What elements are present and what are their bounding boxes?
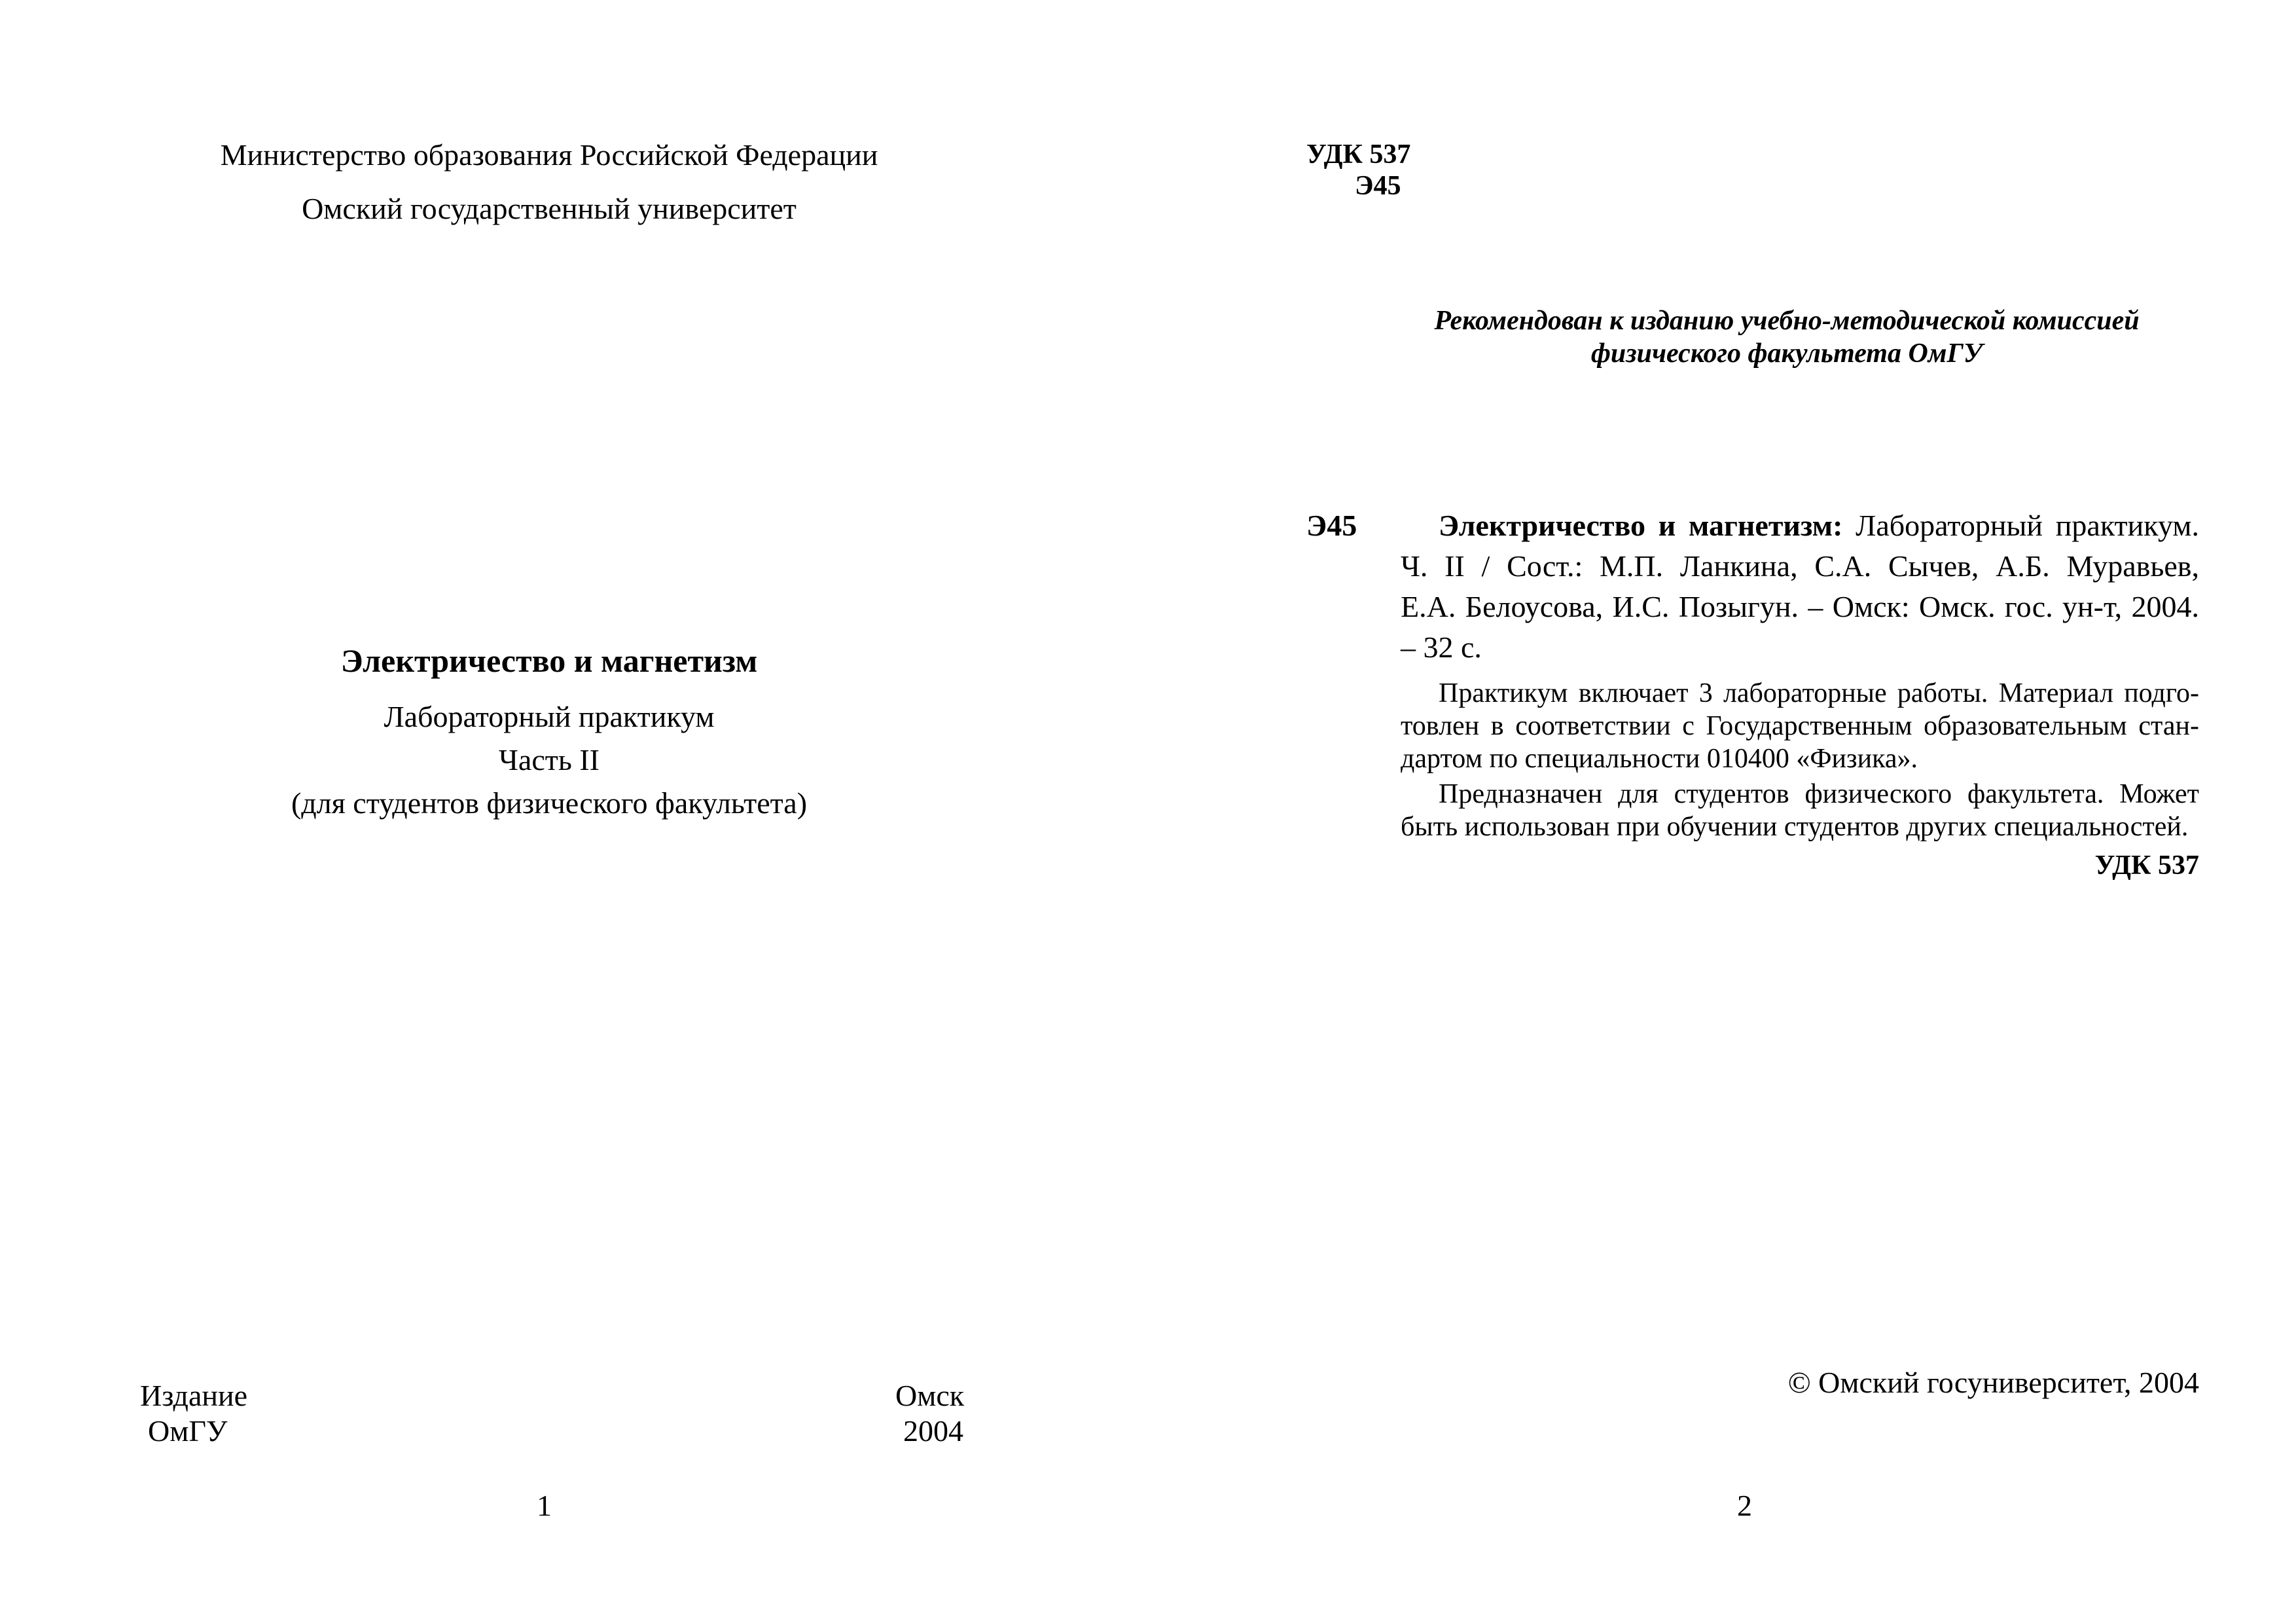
book-part: Часть II — [499, 743, 600, 776]
recommendation-line-2: физического факультета ОмГУ — [1590, 338, 1983, 369]
udk-footer: УДК 537 — [2094, 850, 2199, 881]
page-number-left: 1 — [537, 1489, 552, 1522]
publisher-line-1: Издание — [140, 1379, 248, 1412]
annotation-paragraph-1 — [1401, 677, 2199, 775]
biblio-line-3: Е.А. Белоусова, И.С. Позыгун. – Омск: Омск. гос. ун-т, 2004. — [1401, 590, 2199, 623]
udk-code: УДК 537 — [1306, 139, 1411, 170]
bbk-code: Э45 — [1355, 171, 1401, 201]
annotation2-line-1: Предназначен для студентов физического факультета. Может — [1439, 779, 2199, 809]
biblio-title: Электричество и магнетизм: — [1439, 509, 1843, 542]
book-audience: (для студентов физического факультета) — [291, 786, 808, 820]
page-number-right: 2 — [1737, 1489, 1752, 1522]
biblio-text-1: Лабораторный практикум. — [1842, 509, 2199, 542]
annotation1-line-3: дартом по специальности 010400 «Физика». — [1401, 744, 1918, 774]
book-title: Электричество и магнетизм — [340, 642, 758, 679]
copyright-notice: © Омский госуниверситет, 2004 — [1787, 1366, 2199, 1399]
publication-city: Омск — [895, 1379, 965, 1412]
publication-year: 2004 — [903, 1414, 963, 1448]
annotation-paragraph-2 — [1401, 778, 2199, 843]
annotation1-line-2: товлен в соответствии с Государственным образовательным стан- — [1401, 711, 2199, 741]
university-heading: Омский государственный университет — [302, 192, 797, 225]
book-subtitle: Лабораторный практикум — [384, 700, 715, 733]
catalog-code: Э45 — [1306, 509, 1357, 542]
bibliographic-record — [1401, 505, 2199, 668]
biblio-line-4: – 32 с. — [1401, 630, 1482, 664]
ministry-heading: Министерство образования Российской Федерации — [220, 138, 878, 172]
annotation1-line-1: Практикум включает 3 лабораторные работы. Материал подго- — [1439, 678, 2199, 708]
biblio-line-2: Ч. II / Сост.: М.П. Ланкина, С.А. Сычев, А.Б. Муравьев, — [1401, 549, 2199, 583]
annotation2-line-2: быть использован при обучении студентов других специальностей. — [1401, 812, 2189, 842]
publisher-line-2: ОмГУ — [148, 1414, 228, 1448]
recommendation-line-1: Рекомендован к изданию учебно-методической комиссией — [1434, 306, 2140, 336]
biblio-line-1 — [1401, 505, 2199, 546]
